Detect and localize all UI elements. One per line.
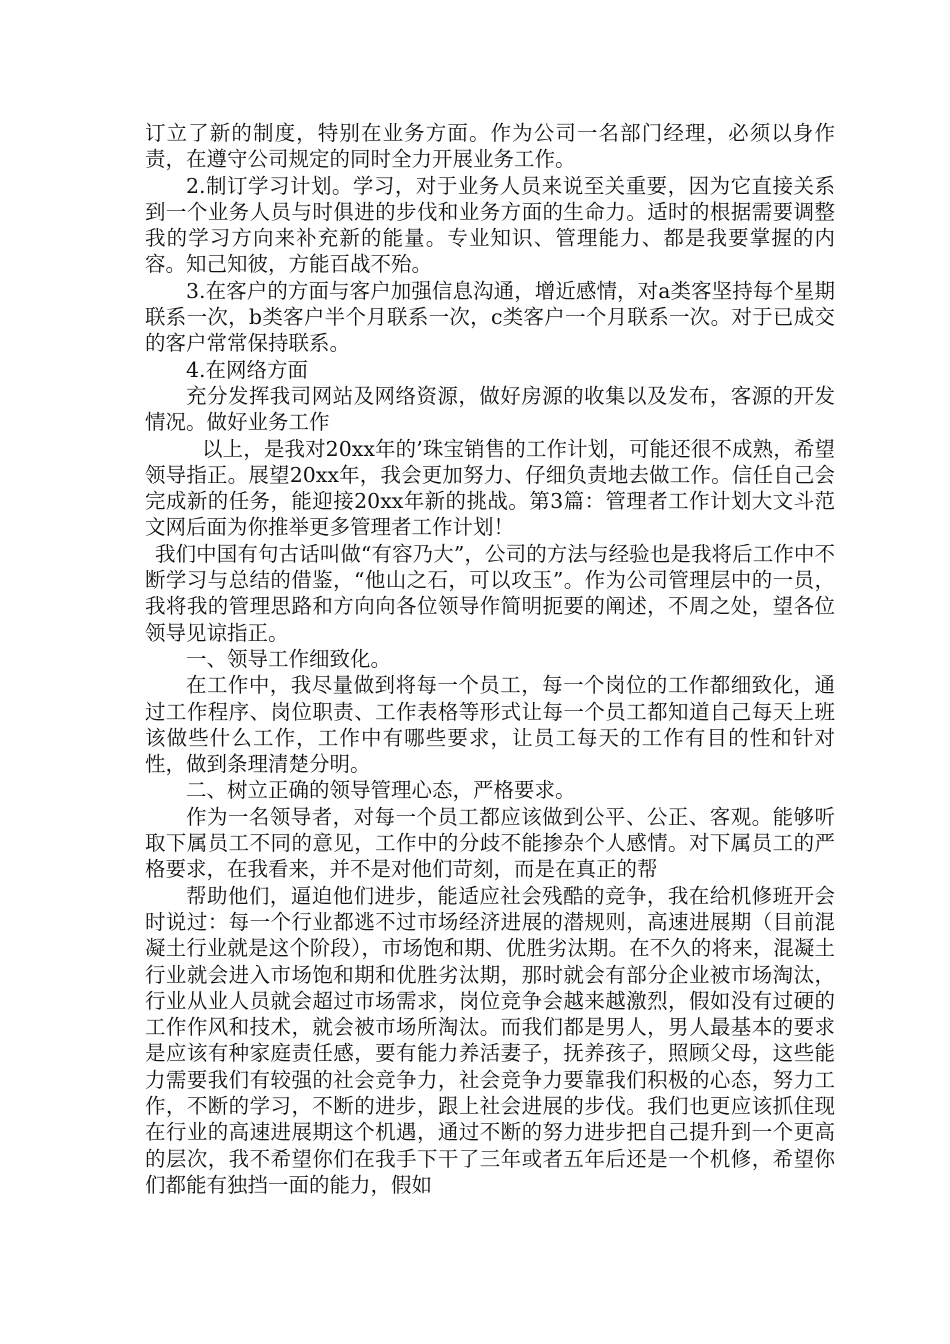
paragraph: 帮助他们，逼迫他们进步，能适应社会残酷的竞争，我在给机修班开会时说过：每一个行业都逃不过市场经济进展的潜规则，高速进展期（目前混凝土行业就是这个阶段），市场饱和期、优胜劣汰期。在不久的将来，混凝土行业就会进入市场饱和期和优胜劣汰期，那时就会有部分企业被市场淘汰，行业从业人员就会超过市场需求，岗位竞争会越来越激烈，假如没有过硬的工作作风和技术，就会被市场所淘汰。而我们都是男人，男人最基本的要求是应该有种家庭责任感，要有能力养活妻子，抚养孩子，照顾父母，这些能力需要我们有较强的社会竞争力，社会竞争力要靠我们积极的心态，努力工作，不断的学习，不断的进步，跟上社会进展的步伐。我们也更应该抓住现在行业的高速进展期这个机遇，通过不断的努力进步把自己提升到一个更高的层次，我不希望你们在我手下干了三年或者五年后还是一个机修，希望你们都能有独挡一面的能力，假如 [145, 883, 835, 1197]
section-heading: 一、领导工作细致化。 [186, 646, 391, 671]
paragraph: 充分发挥我司网站及网络资源，做好房源的收集以及发布，客源的开发情况。做好业务工作 [145, 383, 835, 435]
paragraph: 2.制订学习计划。学习，对于业务人员来说至关重要，因为它直接关系到一个业务人员与时俱进的步伐和业务方面的生命力。适时的根据需要调整我的学习方向来补充新的能量。专业知识、管理能力、都是我要掌握的内容。知己知彼，方能百战不殆。 [145, 173, 835, 277]
paragraph: 作为一名领导者，对每一个员工都应该做到公平、公正、客观。能够听取下属员工不同的意见，工作中的分歧不能掺杂个人感情。对下属员工的严格要求，在我看来，并不是对他们苛刻，而是在真正的帮 [145, 804, 835, 882]
document-page [145, 120, 835, 1198]
paragraph: 在工作中，我尽量做到将每一个员工，每一个岗位的工作都细致化，通过工作程序、岗位职责、工作表格等形式让每一个员工都知道自己每天上班该做些什么工作，工作中有哪些要求，让员工每天的工作有目的性和针对性，做到条理清楚分明。 [145, 673, 835, 777]
paragraph: 4.在网络方面 [186, 357, 309, 382]
section-heading: 二、树立正确的领导管理心态，严格要求。 [186, 778, 576, 803]
paragraph: 3.在客户的方面与客户加强信息沟通，增近感情，对a类客坚持每个星期联系一次，b类客户半个月联系一次，c类客户一个月联系一次。对于已成交的客户常常保持联系。 [145, 278, 835, 356]
paragraph: 订立了新的制度，特别在业务方面。作为公司一名部门经理，必须以身作责，在遵守公司规定的同时全力开展业务工作。 [145, 121, 835, 172]
paragraph: 以上，是我对20xx年的’珠宝销售的工作计划，可能还很不成熟，希望领导指正。展望20xx年，我会更加努力、仔细负责地去做工作。信任自己会完成新的任务，能迎接20xx年新的挑战。第3篇：管理者工作计划大文斗范文网后面为你推举更多管理者工作计划！ [145, 436, 835, 540]
paragraph: 我们中国有句古话叫做“有容乃大”，公司的方法与经验也是我将后工作中不断学习与总结的借鉴，“他山之石，可以攻玉”。作为公司管理层中的一员，我将我的管理思路和方向向各位领导作简明扼要的阐述，不周之处，望各位领导见谅指正。 [145, 541, 835, 645]
